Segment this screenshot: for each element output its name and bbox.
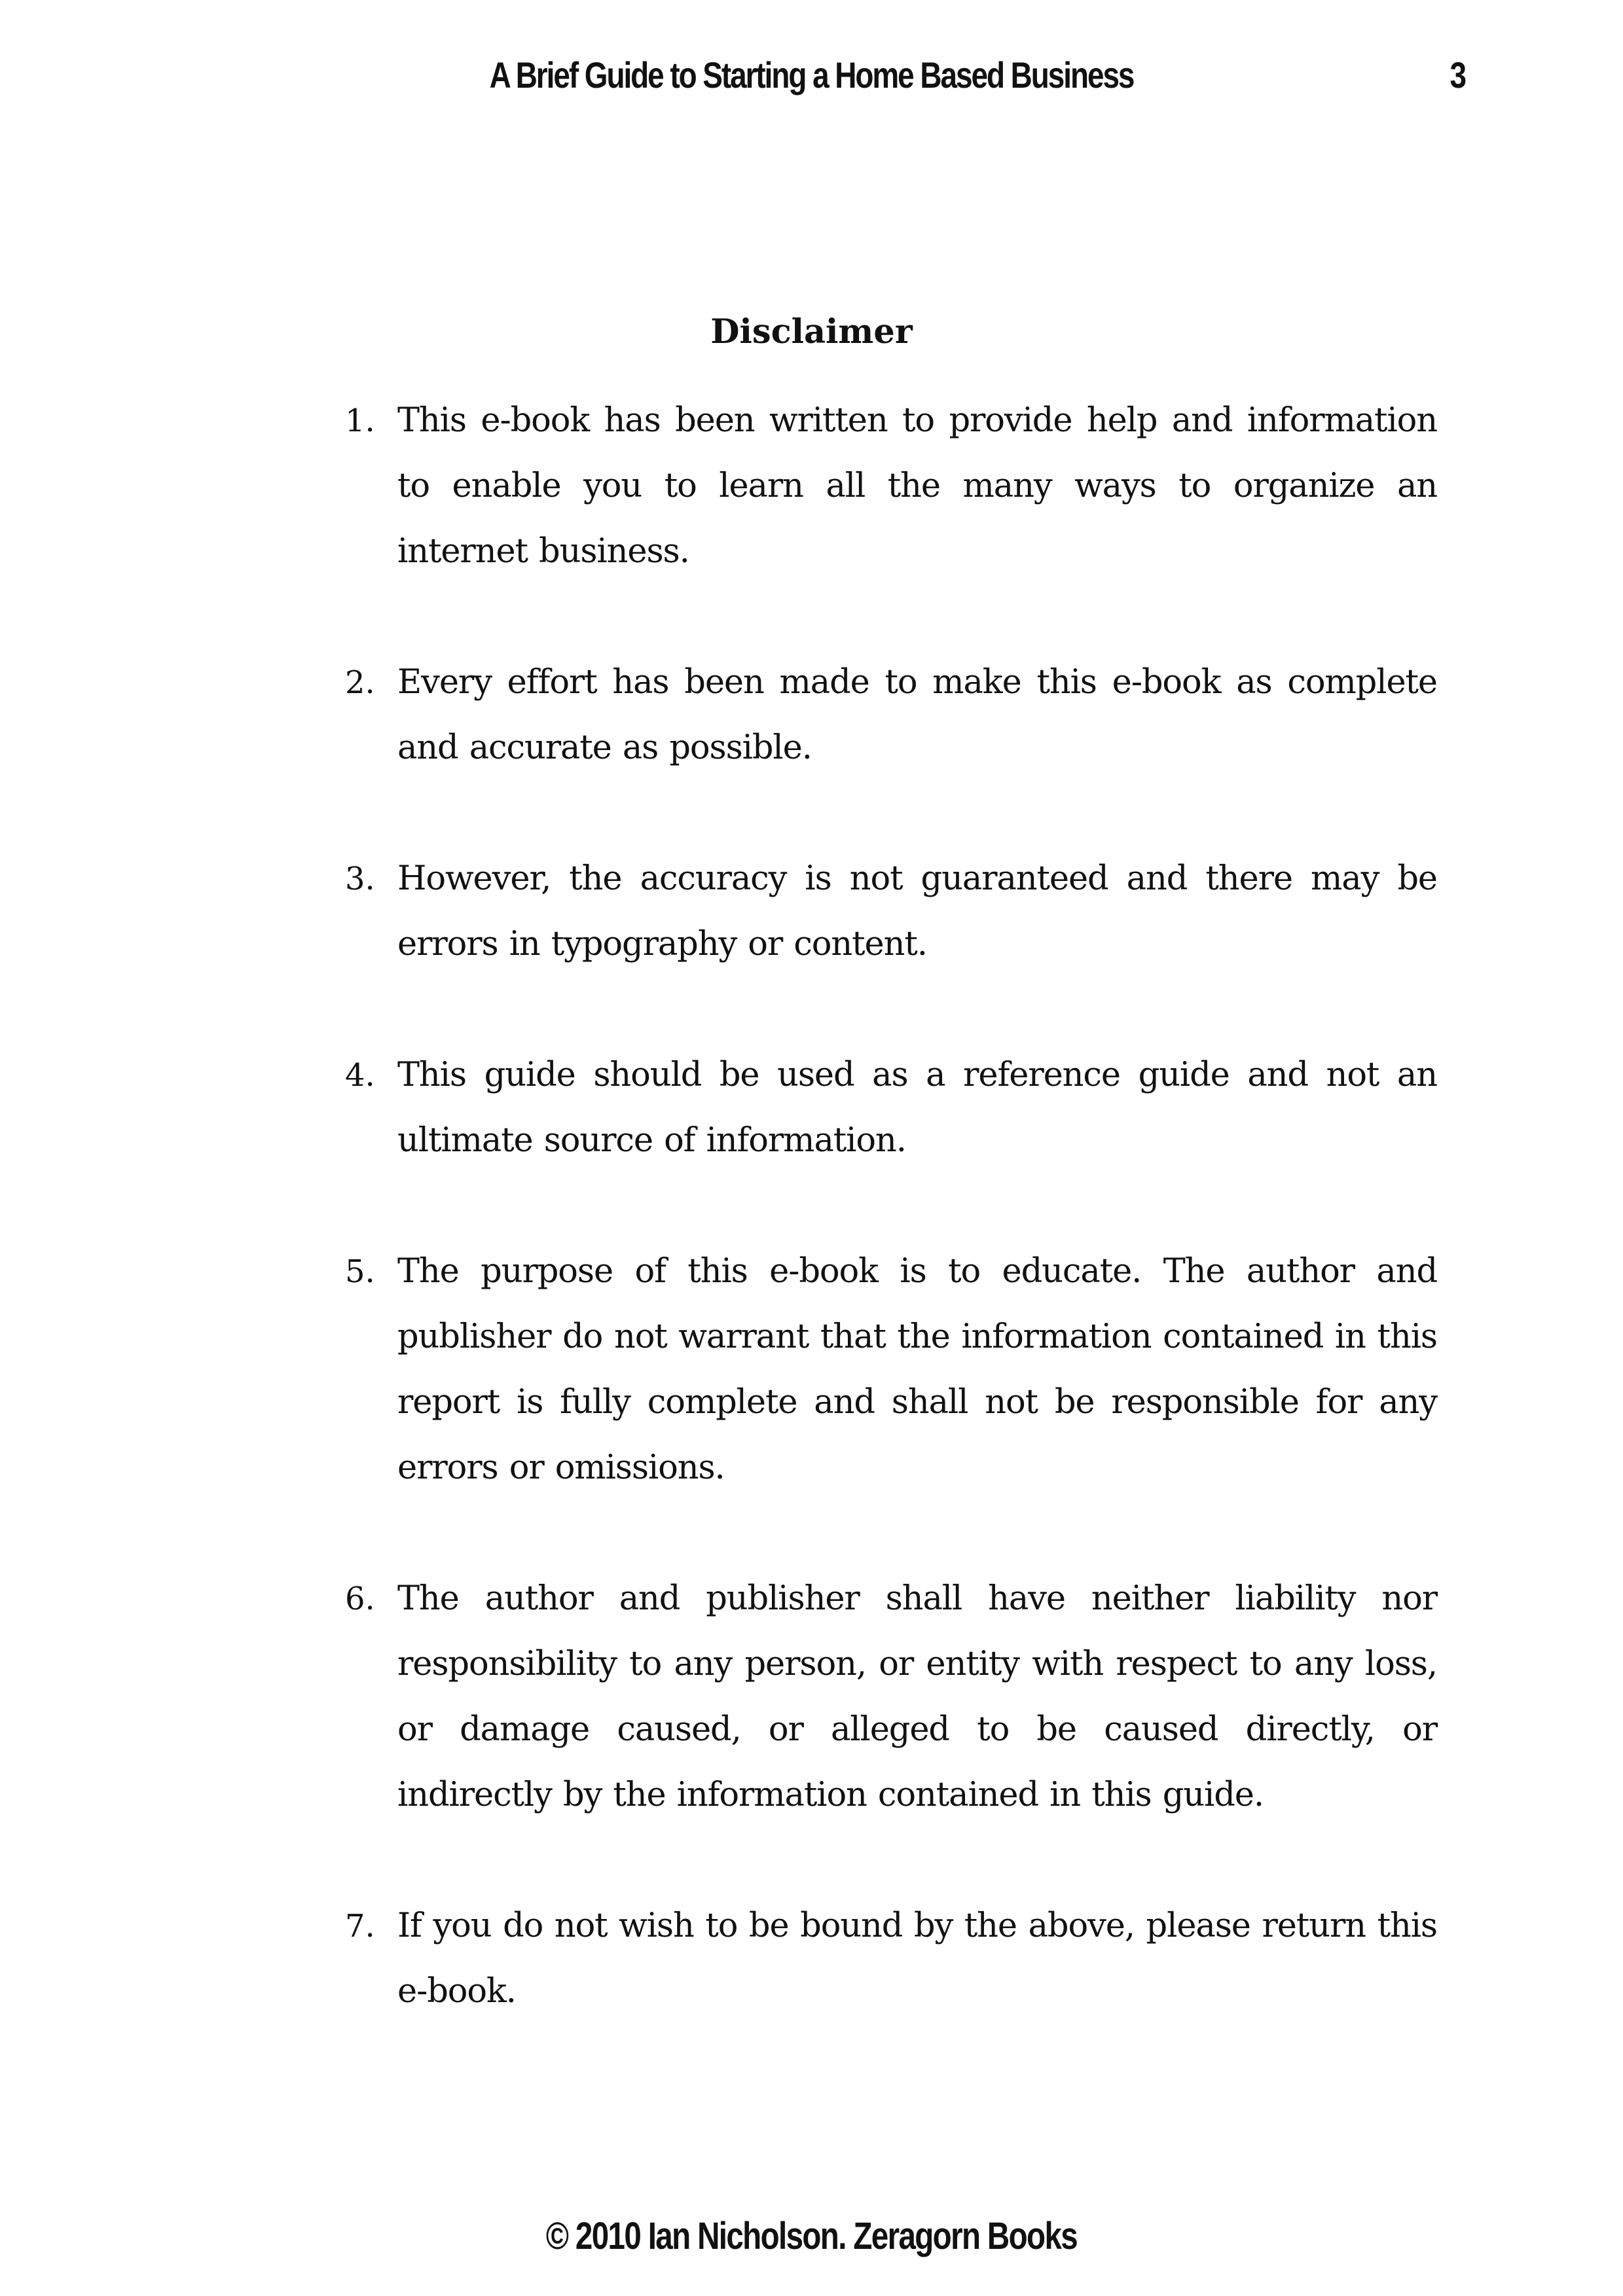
list-item (345, 1043, 1437, 1174)
header-title: A Brief Guide to Starting a Home Based Business (489, 54, 1134, 96)
item-number: 3. (345, 861, 375, 897)
running-header (0, 46, 1623, 105)
item-number: 2. (345, 664, 375, 701)
list-item (345, 1566, 1437, 1828)
page-number: 3 (1450, 54, 1467, 96)
list-item (345, 846, 1437, 977)
item-text: The author and publisher shall have neither liability nor responsibility to any person, or entity with respect to any loss, or damage caused, or alleged to be caused directly, or indirectly by the information contained in this guide. (397, 1579, 1437, 1814)
section-heading: Disclaimer (710, 312, 913, 351)
item-number: 4. (345, 1057, 375, 1094)
copyright-footer: © 2010 Ian Nicholson. Zeragorn Books (545, 2215, 1078, 2257)
item-number: 1. (345, 403, 375, 439)
item-number: 7. (345, 1908, 375, 1945)
list-item (345, 650, 1437, 781)
item-text: However, the accuracy is not guaranteed and there may be errors in typography or content. (397, 859, 1437, 963)
list-item (345, 1893, 1437, 2024)
item-text: If you do not wish to be bound by the above, please return this e-book. (397, 1907, 1437, 2011)
list-item (345, 388, 1437, 584)
item-number: 6. (345, 1581, 375, 1617)
disclaimer-list (345, 388, 1437, 2090)
item-text: The purpose of this e-book is to educate. The author and publisher do not warrant that the information contained in this report is fully complete and shall not be responsible for any errors or omissions. (397, 1252, 1437, 1487)
list-item (345, 1239, 1437, 1501)
item-number: 5. (345, 1253, 375, 1290)
item-text: Every effort has been made to make this e-book as complete and accurate as possible. (397, 663, 1437, 767)
item-text: This e-book has been written to provide help and information to enable you to learn all the many ways to organize an internet business. (397, 401, 1437, 571)
item-text: This guide should be used as a reference guide and not an ultimate source of information. (397, 1056, 1437, 1160)
